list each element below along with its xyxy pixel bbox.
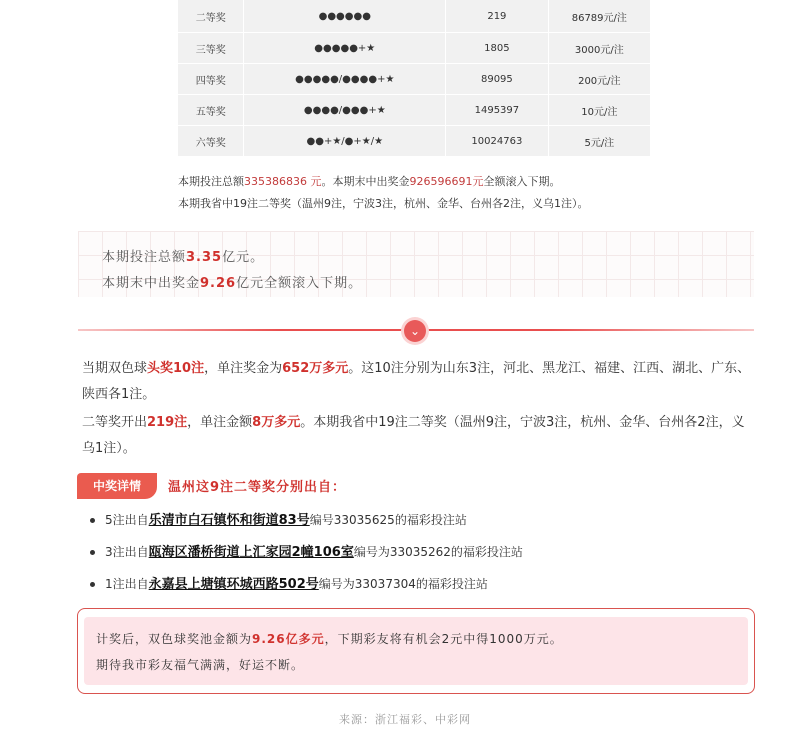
list-item: 1注出自永嘉县上塘镇环城西路502号编号为33037304的福彩投注站 (90, 572, 523, 604)
station-address-link[interactable]: 乐清市白石镇怀和街道83号 (148, 513, 310, 528)
prize-level: 六等奖 (178, 126, 244, 157)
prize-pattern: ●●●●●/●●●●+★ (244, 64, 446, 95)
paragraph-first-prize: 当期双色球头奖10注，单注奖金为652万多元。这10注分别为山东3注，河北、黑龙江、福建、江西、湖北、广东、陕西各1注。 (82, 361, 751, 402)
details-badge: 中奖详情 (77, 473, 157, 499)
notes-line-1: 本期投注总额335386836 元。本期末中出奖金926596691元全额滚入下期。 (178, 175, 561, 188)
pool-amount: 926596691元 (409, 175, 484, 188)
summary-line-1: 本期投注总额3.35亿元。 (102, 250, 265, 265)
table-row (178, 33, 650, 64)
details-title: 温州这9注二等奖分别出自： (168, 480, 347, 495)
total-sales: 335386836 元 (244, 175, 322, 188)
prize-count: 1805 (446, 33, 549, 64)
closing-line-2: 期待我市彩友福气满满，好运不断。 (96, 658, 305, 672)
chevron-down-icon[interactable]: ⌄ (404, 320, 426, 342)
prize-count: 10024763 (446, 126, 549, 157)
prize-level: 五等奖 (178, 95, 244, 126)
closing-inner (84, 617, 748, 685)
notes-line-2: 本期我省中19注二等奖（温州9注，宁波3注，杭州、金华、台州各2注，义乌1注）。 (178, 197, 589, 210)
prize-pattern: ●●●●/●●●+★ (244, 95, 446, 126)
bullet-icon (90, 550, 95, 555)
source-credit: 来源：浙江福彩、中彩网 (339, 713, 471, 726)
draw-notes (178, 171, 589, 215)
station-address-link[interactable]: 瓯海区潘桥街道上汇家园2幢106室 (148, 545, 354, 560)
paragraph-second-prize: 二等奖开出219注，单注金额8万多元。本期我省中19注二等奖（温州9注，宁波3注，杭州、金华、台州各2注，义乌1注）。 (82, 415, 745, 456)
prize-amount: 10元/注 (548, 95, 650, 126)
prize-level: 四等奖 (178, 64, 244, 95)
prize-pattern: ●●●●●● (244, 0, 446, 33)
prize-count: 1495397 (446, 95, 549, 126)
table-row (178, 0, 650, 33)
summary-box (78, 231, 754, 297)
prize-amount: 200元/注 (548, 64, 650, 95)
prize-amount: 5元/注 (548, 126, 650, 157)
station-address-link[interactable]: 永嘉县上塘镇环城西路502号 (148, 577, 319, 592)
prize-amount: 86789元/注 (548, 0, 650, 33)
bullet-icon (90, 582, 95, 587)
prize-count: 89095 (446, 64, 549, 95)
table-row (178, 126, 650, 157)
prize-table (178, 0, 650, 157)
prize-pattern: ●●+★/●+★/★ (244, 126, 446, 157)
prize-count: 219 (446, 0, 549, 33)
closing-line-1: 计奖后，双色球奖池金额为9.26亿多元，下期彩友将有机会2元中得1000万元。 (96, 632, 563, 646)
prize-level: 三等奖 (178, 33, 244, 64)
list-item: 3注出自瓯海区潘桥街道上汇家园2幢106室编号为33035262的福彩投注站 (90, 540, 523, 572)
table-row (178, 64, 650, 95)
summary-line-2: 本期末中出奖金9.26亿元全额滚入下期。 (102, 276, 363, 291)
table-row (178, 95, 650, 126)
prize-amount: 3000元/注 (548, 33, 650, 64)
winning-stations-list (90, 508, 523, 604)
list-item: 5注出自乐清市白石镇怀和街道83号编号33035625的福彩投注站 (90, 508, 523, 540)
closing-box (77, 608, 755, 694)
prize-level: 二等奖 (178, 0, 244, 33)
prize-pattern: ●●●●●+★ (244, 33, 446, 64)
bullet-icon (90, 518, 95, 523)
